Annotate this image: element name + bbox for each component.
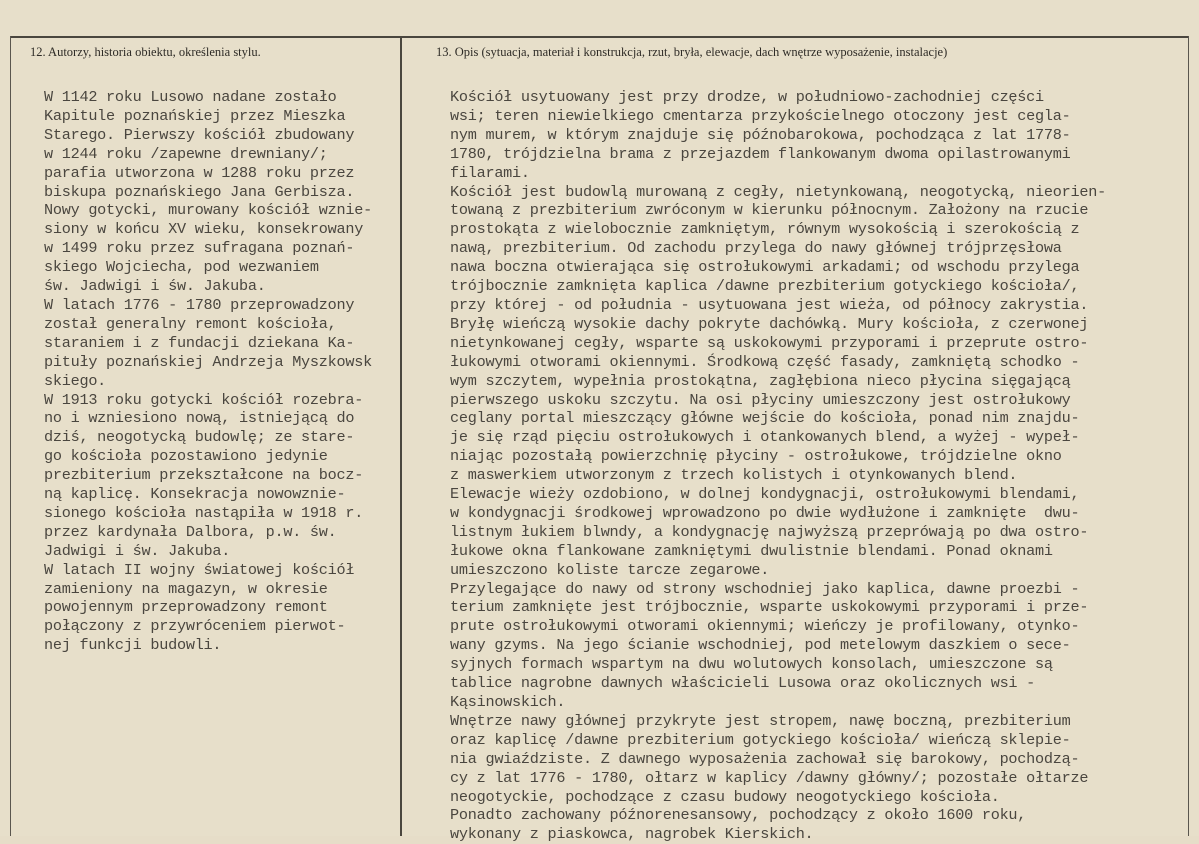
history-text-line: Nowy gotycki, murowany kościół wznie- [44,201,372,220]
history-text-column [44,88,396,655]
history-text-line: prezbiterium przekształcone na bocz- [44,466,364,485]
description-text-line: niając pozostałą powierzchnię płyciny - ostrołukowe, trójdzielne okno [450,447,1062,466]
history-text-line: pituły poznańskiej Andrzeja Myszkowsk [44,352,372,371]
history-text-line: w 1244 roku /zapewne drewniany/; [44,144,328,163]
description-text-line: Bryłę wieńczą wysokie dachy pokryte dachówką. Mury kościoła, z czerwonej [450,314,1089,333]
history-text-line: W latach 1776 - 1780 przeprowadzony [44,295,355,314]
history-text-line: W 1913 roku gotycki kościół rozebra- [44,390,364,409]
history-text-line: sionego kościoła nastąpiła w 1918 r. [44,503,364,522]
description-text-line: nia gwiaździste. Z dawnego wyposażenia zachował się barokowy, pochodzą- [450,749,1080,768]
description-text-line: prute ostrołukowymi otworami okiennymi; wieńczy je profilowany, otynko- [450,617,1080,636]
description-text-line: oraz kaplicę /dawne prezbiterium gotyckiego kościoła/ wieńczą sklepie- [450,730,1071,749]
history-text-line: zamieniony na magazyn, w okresie [44,579,328,598]
history-text-line: skiego Wojciecha, pod wezwaniem [44,258,319,277]
history-text-line: siony w końcu XV wieku, konsekrowany [44,220,364,239]
description-text-line: 1780, trójdzielna brama z przejazdem flankowanym dwoma opilastrowanymi [450,144,1071,163]
description-text-line: wym szczytem, wypełnia prostokątna, zagłębiona nieco płycina sięgającą [450,371,1071,390]
description-text-line: Kościół usytuowany jest przy drodze, w południowo-zachodniej części [450,88,1044,106]
column-divider [400,36,402,836]
history-text-line: Jadwigi i św. Jakuba. [44,541,231,560]
description-text-line: nym murem, w którym znajduje się późnobarokowa, pochodząca z lat 1778- [450,125,1071,144]
description-text-line: Ponadto zachowany późnorenesansowy, pochodzący z około 1600 roku, [450,806,1027,825]
history-text-line: dziś, neogotycką budowlę; ze stare- [44,428,355,447]
description-text-line: Przylegające do nawy od strony wschodniej jako kaplica, dawne proezbi - [450,579,1080,598]
description-text-line: ceglany portal mieszczący główne wejście do kościoła, ponad nim znajdu- [450,409,1080,428]
history-text-line: Starego. Pierwszy kościół zbudowany [44,125,355,144]
description-text-line: syjnych formach wspartym na dwu wolutowych konsolach, umieszczone są [450,655,1053,674]
description-text-line: umieszczono koliste tarcze zegarowe. [450,560,770,579]
description-text-line: Elewacje wieży ozdobiono, w dolnej kondygnacji, ostrołukowymi blendami, [450,485,1080,504]
description-text-line: trójbocznie zamknięta kaplica /dawne prezbiterium gotyckiego kościoła/, [450,277,1080,296]
history-text-line: parafia utworzona w 1288 roku przez [44,163,355,182]
description-text-line: wany gzyms. Na jego ścianie wschodniej, pod metelowym daszkiem o sece- [450,636,1071,655]
section-12-heading: 12. Autorzy, historia obiektu, określenia stylu. [30,45,261,59]
description-text-line: przy której - od południa - usytuowana jest wieża, od północy zakrystia. [450,295,1089,314]
description-text-line: towaną z prezbiterium zwróconym w kierunku północnym. Założony na rzucie [450,201,1089,220]
description-text-line: filarami. [450,163,530,182]
form-top-rule [10,36,1189,38]
form-left-border [10,36,11,836]
section-13-heading: 13. Opis (sytuacja, materiał i konstrukcja, rzut, bryła, elewacje, dach wnętrze wyposażenie, instalacje) [436,45,948,59]
description-text-line: neogotyckie, pochodzące z czasu budowy neogotyckiego kościoła. [450,787,1000,806]
description-text-line: w kondygnacji środkowej wprowadzono po dwie wydłużone i zamknięte dwu- [450,503,1080,522]
description-text-line: cy z lat 1776 - 1780, ołtarz w kaplicy /dawny główny/; pozostałe ołtarze [450,768,1089,787]
history-text-line: Kapitule poznańskiej przez Mieszka [44,106,346,125]
description-text-line: terium zamknięte jest trójbocznie, wsparte uskokowymi przyporami i prze- [450,598,1089,617]
description-text-line: łukowymi otworami okiennymi. Środkową część fasady, zamkniętą schodko - [450,352,1080,371]
history-text-line: biskupa poznańskiego Jana Gerbisza. [44,182,355,201]
description-text-line: pierwszego uskoku szczytu. Na osi płyciny umieszczony jest ostrołukowy [450,390,1071,409]
description-text-column [450,88,1190,844]
history-text-line: go kościoła pozostawiono jedynie [44,447,328,466]
history-text-line: św. Jadwigi i św. Jakuba. [44,277,266,296]
description-text-line: Wnętrze nawy głównej przykryte jest stropem, nawę boczną, prezbiterium [450,711,1071,730]
description-text-line: prostokąta z wielobocznie zamkniętym, równym wysokością i szerokością z [450,220,1080,239]
history-text-line: w 1499 roku przez sufragana poznań- [44,239,355,258]
description-text-line: wsi; teren niewielkiego cmentarza przykościelnego otoczony jest cegla- [450,106,1071,125]
description-text-line: z maswerkiem utworzonym z trzech kolistych i otynkowanych blend. [450,466,1018,485]
history-text-line: staraniem i z fundacji dziekana Ka- [44,333,355,352]
description-text-line: nawa boczna otwierająca się ostrołukowymi arkadami; od wschodu przylega [450,258,1080,277]
description-text-line: je się rząd pięciu ostrołukowych i otankowanych blend, a wyżej - wypeł- [450,428,1080,447]
history-text-line: przez kardynała Dalbora, p.w. św. [44,522,337,541]
description-text-line: nawą, prezbiterium. Od zachodu przylega do nawy głównej trójprzęsłowa [450,239,1062,258]
history-text-line: powojennym przeprowadzony remont [44,598,328,617]
description-text-line: wykonany z piaskowca, nagrobek Kierskich. [450,825,814,844]
description-text-line: listnym łukiem blwndy, a kondygnację najwyższą przeprówają po dwa ostro- [450,522,1089,541]
description-text-line: tablice nagrobne dawnych właścicieli Lusowa oraz okolicznych wsi - [450,674,1036,693]
history-text-line: połączony z przywróceniem pierwot- [44,617,346,636]
history-text-line: ną kaplicę. Konsekracja nowowznie- [44,485,346,504]
description-text-line: Kościół jest budowlą murowaną z cegły, nietynkowaną, neogotycką, nieorien- [450,182,1106,201]
history-text-line: W latach II wojny światowej kościół [44,560,355,579]
history-text-line: skiego. [44,371,107,390]
history-text-line: W 1142 roku Lusowo nadane zostało [44,88,337,106]
history-text-line: został generalny remont kościoła, [44,314,337,333]
description-text-line: nietynkowanej cegły, wsparte są uskokowymi przyporami i przeprute ostro- [450,333,1089,352]
description-text-line: łukowe okna flankowane zamkniętymi dwulistnie blendami. Ponad oknami [450,541,1053,560]
description-text-line: Kąsinowskich. [450,693,566,711]
history-text-line: nej funkcji budowli. [44,636,222,655]
history-text-line: no i wzniesiono nową, istniejącą do [44,409,355,428]
